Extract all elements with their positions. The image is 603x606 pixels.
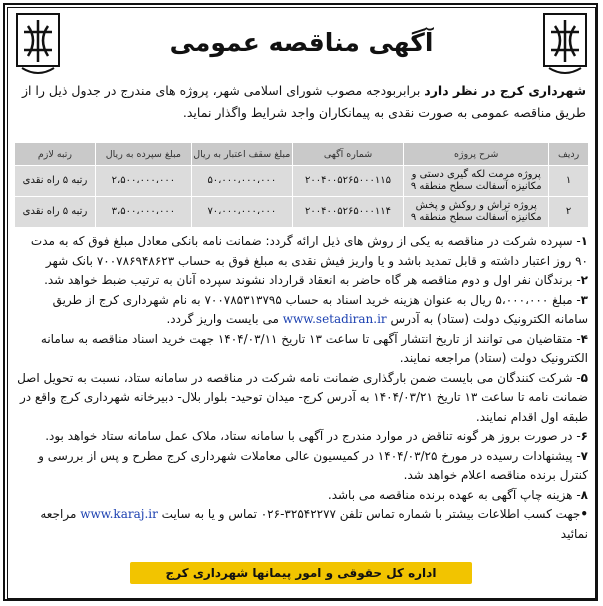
project-description: پروژه تراش و روکش و پخش مکانیزه آسفالت سطح منطقه ۹ [404,197,549,228]
clause-number: ۶ [580,429,588,443]
clause-text: - سپرده شرکت در مناقصه به یکی از روش های ذیل ارائه گردد: ضمانت نامه بانکی معادل مبلغ فوق که به مدت ۹۰ روز اعتبار داشته و قابل تمدید باشد و یا واریز فیش نقدی به مبلغ فوق به حساب ۷۰۰۷۸۶۹۴۸۶۲۳ بانک شهر [30,234,588,268]
table-row [15,197,589,228]
karaj-website-link[interactable]: www.karaj.ir [80,507,158,521]
budget-ceiling: ۷۰،۰۰۰،۰۰۰،۰۰۰ [191,197,292,228]
list-item [16,486,588,506]
row-number: ۲ [549,197,589,228]
row-number: ۱ [549,166,589,197]
page-title: آگهی مناقصه عمومی [169,28,434,57]
footer-banner: اداره کل حقوقی و امور پیمانها شهرداری کرج [130,562,472,584]
clause-text: - برندگان نفر اول و دوم مناقصه هر گاه حاضر به انعقاد قرارداد نشوند سپرده آنان به ترتیب ضبط خواهد شد. [44,273,581,287]
clause-number: ۸ [580,487,588,502]
clause-text: - مبلغ ۵،۰۰۰،۰۰۰ ریال به عنوان هزینه خرید اسناد به حساب ۷۰۰۷۸۵۳۱۳۷۹۵ به نام شهرداری کرج از طریق سامانه الکترونیک دولت (ستاد) به آدرس [52,292,588,326]
intro-lead: شهرداری کرج در نظر دارد [424,83,586,98]
intro-paragraph [18,80,586,124]
tender-table [14,142,589,228]
clause-text: - متقاضیان می توانند از تاریخ انتشار آگهی تا ساعت ۱۳ تاریخ ۱۴۰۴/۰۳/۱۱ جهت خرید اسناد مناقصه به سامانه الکترونیک دولت (ستاد) مراجعه نمایند. [40,331,588,365]
table-header-row [15,143,589,166]
list-item [16,427,588,447]
column-header: رتبه لازم [15,143,96,166]
notice-number: ۲۰۰۴۰۰۵۲۶۵۰۰۰۱۱۴ [292,197,403,228]
deposit-amount: ۲،۵۰۰،۰۰۰،۰۰۰ [95,166,191,197]
column-header: ردیف [549,143,589,166]
clause-text-end: می بایست واریز گردد. [166,312,283,326]
clause-number: ۲ [580,273,588,287]
budget-ceiling: ۵۰،۰۰۰،۰۰۰،۰۰۰ [191,166,292,197]
required-grade: رتبه ۵ راه نقدی [15,197,96,228]
clause-number: ۱ [580,234,588,248]
clause-number: ۳ [580,292,588,307]
setadiran-link[interactable]: www.setadiran.ir [282,312,387,326]
required-grade: رتبه ۵ راه نقدی [15,166,96,197]
clause-text: - هزینه چاپ آگهی به عهده برنده مناقصه می باشد. [327,487,581,502]
table-row [15,166,589,197]
clause-text: جهت کسب اطلاعات بیشتر با شماره تماس تلفن ۳۲۵۴۲۲۷۷-۰۲۶ تماس و یا به سایت [157,507,581,521]
notice-number: ۲۰۰۴۰۰۵۲۶۵۰۰۰۱۱۵ [292,166,403,197]
clause-text: - پیشنهادات رسیده در مورخ ۱۴۰۴/۰۳/۲۵ در کمیسیون عالی معاملات شهرداری کرج مطرح و پس از بررسی و کنترل برنده مناقصه اعلام خواهد شد. [38,448,588,482]
list-item [16,505,588,544]
column-header: شماره آگهی [292,143,403,166]
list-item [16,447,588,486]
project-description: پروژه مرمت لکه گیری دستی و مکانیزه آسفالت سطح منطقه ۹ [404,166,549,197]
clause-number: ۷ [580,448,588,463]
clause-text-end: مراجعه نمائید [40,507,588,541]
clause-number: ۴ [580,331,588,346]
column-header: مبلغ سپرده به ریال [95,143,191,166]
list-item [16,330,588,369]
clause-number: ۵ [580,370,588,385]
clause-text: - شرکت کنندگان می بایست ضمن بارگذاری ضمانت نامه شرکت در مناقصه در سامانه ستاد، نسبت به تحویل اصل ضمانت نامه تا ساعت ۱۳ تاریخ ۱۴۰۴/۰۳/۲۱ به آدرس کرج- میدان توحید- بلوار بلال- دبیرخانه شهرداری کرج واقع در طبقه اول اقدام نمایند. [17,370,588,424]
clause-text: - در صورت بروز هر گونه تناقض در موارد مندرج در آگهی با سامانه ستاد، ملاک عمل سامانه ستاد خواهد بود. [45,429,581,443]
column-header: شرح پروژه [404,143,549,166]
bullet-icon: • [580,507,588,521]
intro-text: برابربودجه مصوب شورای اسلامی شهر، پروژه های مندرج در جدول ذیل را از طریق مناقصه عمومی به صورت نقدی به پیمانکاران واجد شرایط واگذار نماید. [21,83,586,120]
conditions-list [16,232,588,544]
list-item [16,369,588,428]
column-header: مبلغ سقف اعتبار به ریال [191,143,292,166]
deposit-amount: ۳،۵۰۰،۰۰۰،۰۰۰ [95,197,191,228]
list-item [16,232,588,271]
list-item [16,291,588,330]
list-item [16,271,588,291]
